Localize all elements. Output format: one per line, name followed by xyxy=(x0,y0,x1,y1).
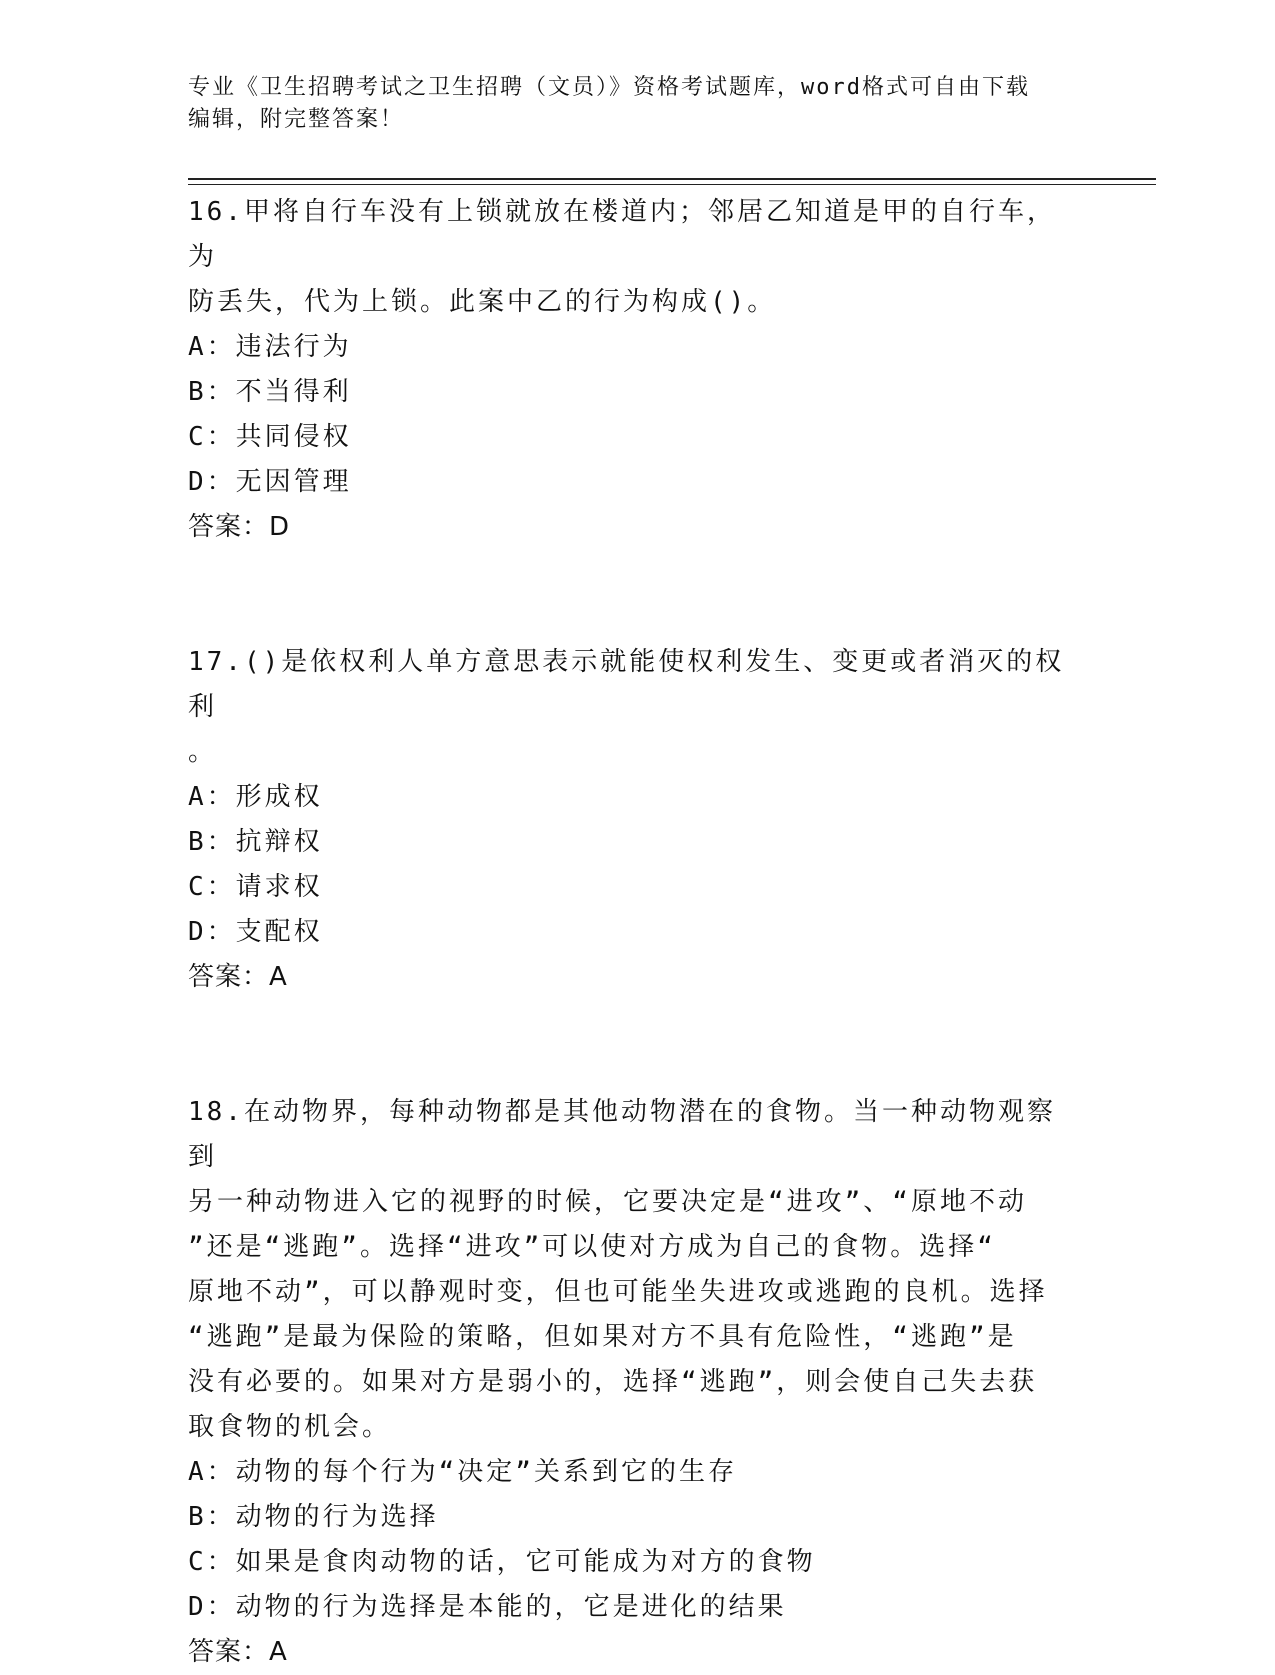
header-divider-thick xyxy=(188,178,1156,180)
document-header xyxy=(188,72,1068,136)
question-stem-line: 。 xyxy=(188,737,218,767)
question-stem-line: 没有必要的。如果对方是弱小的，选择“逃跑”，则会使自己失去获 xyxy=(188,1367,1038,1397)
option-d: D：无因管理 xyxy=(188,467,352,497)
option-d: D：动物的行为选择是本能的，它是进化的结果 xyxy=(188,1592,787,1622)
answer: 答案：A xyxy=(188,962,288,992)
option-d: D：支配权 xyxy=(188,917,323,947)
option-b: B：动物的行为选择 xyxy=(188,1502,439,1532)
header-divider-thin xyxy=(188,184,1156,185)
answer: 答案：D xyxy=(188,512,291,542)
question-stem-line: 18.在动物界，每种动物都是其他动物潜在的食物。当一种动物观察到 xyxy=(188,1097,1056,1172)
answer: 答案：A xyxy=(188,1637,288,1667)
option-c: C：请求权 xyxy=(188,872,323,902)
question-list xyxy=(188,190,1078,1675)
option-b: B：不当得利 xyxy=(188,377,352,407)
question-stem-line: ”还是“逃跑”。选择“进攻”可以使对方成为自己的食物。选择“ xyxy=(188,1232,996,1262)
question-stem-line: 防丢失，代为上锁。此案中乙的行为构成()。 xyxy=(188,287,777,317)
question-gap xyxy=(188,550,1078,640)
question-stem-line: 另一种动物进入它的视野的时候，它要决定是“进攻”、“原地不动 xyxy=(188,1187,1027,1217)
question-stem-line: 16.甲将自行车没有上锁就放在楼道内；邻居乙知道是甲的自行车，为 xyxy=(188,197,1056,272)
question-gap xyxy=(188,1000,1078,1090)
question-stem-line: “逃跑”是最为保险的策略，但如果对方不具有危险性，“逃跑”是 xyxy=(188,1322,1017,1352)
option-a: A：形成权 xyxy=(188,782,323,812)
option-c: C：共同侵权 xyxy=(188,422,352,452)
header-line-1: 专业《卫生招聘考试之卫生招聘（文员）》资格考试题库，word格式可自由下载 xyxy=(188,75,1030,100)
question-16 xyxy=(188,190,1078,550)
question-stem-line: 原地不动”，可以静观时变，但也可能坐失进攻或逃跑的良机。选择 xyxy=(188,1277,1048,1307)
option-c: C：如果是食肉动物的话，它可能成为对方的食物 xyxy=(188,1547,816,1577)
option-a: A：违法行为 xyxy=(188,332,352,362)
question-stem-line: 17.()是依权利人单方意思表示就能使权利发生、变更或者消灭的权利 xyxy=(188,647,1065,722)
option-a: A：动物的每个行为“决定”关系到它的生存 xyxy=(188,1457,737,1487)
option-b: B：抗辩权 xyxy=(188,827,323,857)
header-line-2: 编辑，附完整答案！ xyxy=(188,107,405,132)
question-18 xyxy=(188,1090,1078,1675)
question-stem-line: 取食物的机会。 xyxy=(188,1412,392,1442)
question-17 xyxy=(188,640,1078,1000)
